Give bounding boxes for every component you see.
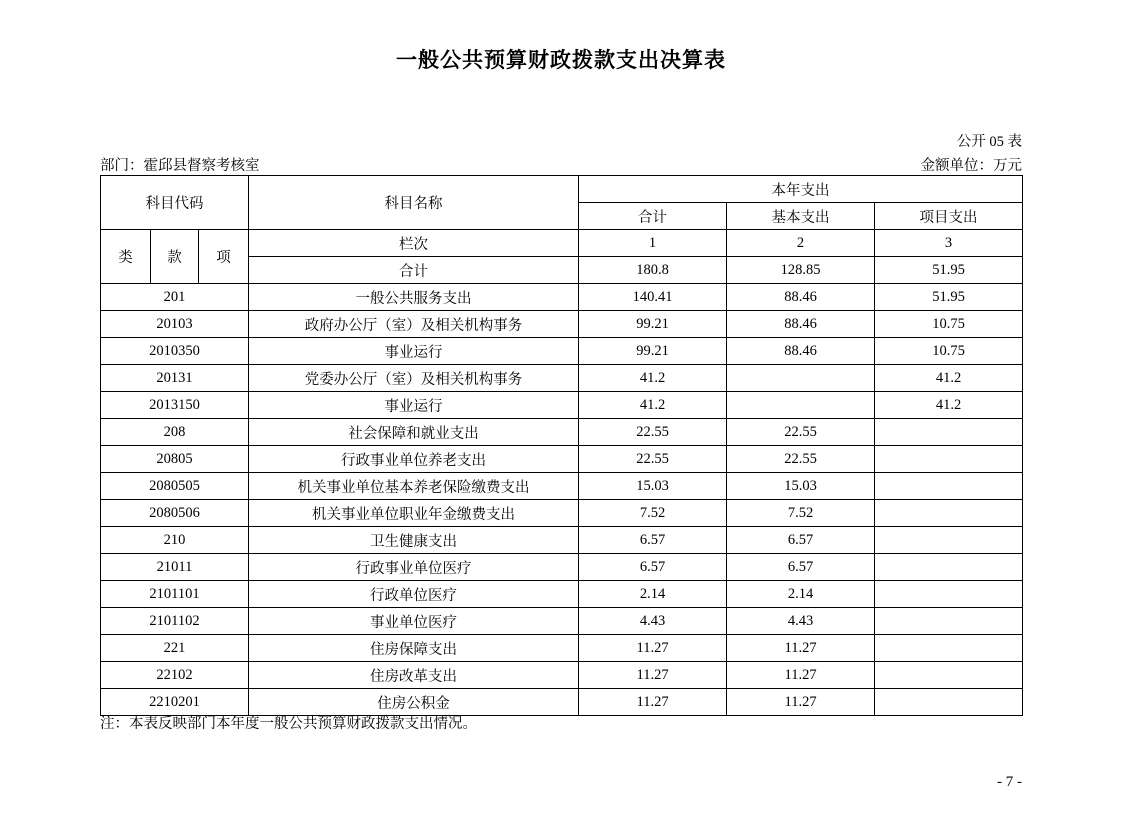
department-label: 部门：霍邱县督察考核室 [100,158,260,174]
row-name: 事业单位医疗 [249,608,579,635]
row-project [875,554,1023,581]
row-basic: 11.27 [727,635,875,662]
row-basic: 88.46 [727,284,875,311]
sheet-code-label: 公开 05 表 [956,134,1022,150]
row-total: 140.41 [579,284,727,311]
sum-total: 180.8 [579,257,727,284]
row-code: 2010350 [101,338,249,365]
sum-label: 合计 [249,257,579,284]
table-row [101,635,1023,662]
row-total: 11.27 [579,635,727,662]
header-column-label: 栏次 [249,230,579,257]
row-basic [727,392,875,419]
row-name: 机关事业单位职业年金缴费支出 [249,500,579,527]
table-row [101,419,1023,446]
row-code: 20131 [101,365,249,392]
row-basic: 6.57 [727,554,875,581]
row-project [875,473,1023,500]
row-name: 事业运行 [249,338,579,365]
table-row [101,662,1023,689]
row-name: 住房改革支出 [249,662,579,689]
row-name: 行政事业单位养老支出 [249,446,579,473]
sum-basic: 128.85 [727,257,875,284]
budget-table-wrap [100,175,1022,716]
row-code: 2101102 [101,608,249,635]
row-code: 20103 [101,311,249,338]
header-kuan: 款 [151,230,199,284]
budget-table [100,175,1023,716]
row-basic: 11.27 [727,662,875,689]
header-xiang: 项 [199,230,249,284]
table-row [101,500,1023,527]
row-project: 41.2 [875,392,1023,419]
row-name: 住房公积金 [249,689,579,716]
row-basic [727,365,875,392]
row-total: 41.2 [579,392,727,419]
row-basic: 22.55 [727,446,875,473]
row-name: 卫生健康支出 [249,527,579,554]
table-row [101,392,1023,419]
row-code: 21011 [101,554,249,581]
table-row [101,554,1023,581]
row-code: 210 [101,527,249,554]
header-subject-name: 科目名称 [249,176,579,230]
page-number: - 7 - [997,774,1022,790]
row-basic: 15.03 [727,473,875,500]
header-total: 合计 [579,203,727,230]
table-row [101,284,1023,311]
table-header-row-1 [101,176,1023,203]
header-lei: 类 [101,230,151,284]
row-code: 221 [101,635,249,662]
row-project [875,419,1023,446]
row-name: 行政单位医疗 [249,581,579,608]
row-total: 7.52 [579,500,727,527]
row-name: 机关事业单位基本养老保险缴费支出 [249,473,579,500]
row-project [875,581,1023,608]
row-project [875,662,1023,689]
row-total: 99.21 [579,338,727,365]
row-total: 6.57 [579,554,727,581]
row-code: 2080505 [101,473,249,500]
row-total: 22.55 [579,446,727,473]
table-row [101,608,1023,635]
row-name: 住房保障支出 [249,635,579,662]
meta-row [100,154,1022,175]
row-project [875,500,1023,527]
header-col-2: 2 [727,230,875,257]
row-code: 2101101 [101,581,249,608]
row-total: 4.43 [579,608,727,635]
table-row [101,446,1023,473]
row-project [875,527,1023,554]
sum-project: 51.95 [875,257,1023,284]
row-total: 2.14 [579,581,727,608]
row-total: 22.55 [579,419,727,446]
row-code: 201 [101,284,249,311]
row-code: 2080506 [101,500,249,527]
row-name: 政府办公厅（室）及相关机构事务 [249,311,579,338]
row-basic: 2.14 [727,581,875,608]
row-code: 208 [101,419,249,446]
table-note: 注：本表反映部门本年度一般公共预算财政拨款支出情况。 [100,716,477,732]
row-project [875,608,1023,635]
row-total: 99.21 [579,311,727,338]
row-project: 51.95 [875,284,1023,311]
row-name: 社会保障和就业支出 [249,419,579,446]
row-project: 41.2 [875,365,1023,392]
row-name: 行政事业单位医疗 [249,554,579,581]
amount-unit-label: 金额单位：万元 [920,158,1022,174]
table-row [101,473,1023,500]
header-code-group: 科目代码 [101,176,249,230]
row-project [875,635,1023,662]
header-col-3: 3 [875,230,1023,257]
table-row [101,527,1023,554]
header-col-1: 1 [579,230,727,257]
table-header-row-3 [101,230,1023,257]
header-basic: 基本支出 [727,203,875,230]
row-basic: 6.57 [727,527,875,554]
row-name: 党委办公厅（室）及相关机构事务 [249,365,579,392]
row-total: 11.27 [579,689,727,716]
header-project: 项目支出 [875,203,1023,230]
page-title: 一般公共预算财政拨款支出决算表 [396,48,726,72]
header-year-expense: 本年支出 [579,176,1023,203]
row-code: 22102 [101,662,249,689]
table-row [101,338,1023,365]
row-name: 一般公共服务支出 [249,284,579,311]
table-row [101,581,1023,608]
row-code: 20805 [101,446,249,473]
row-project: 10.75 [875,311,1023,338]
row-basic: 11.27 [727,689,875,716]
row-project: 10.75 [875,338,1023,365]
table-row [101,365,1023,392]
row-basic: 4.43 [727,608,875,635]
row-project [875,446,1023,473]
row-total: 6.57 [579,527,727,554]
row-total: 15.03 [579,473,727,500]
row-total: 41.2 [579,365,727,392]
row-code: 2210201 [101,689,249,716]
row-total: 11.27 [579,662,727,689]
row-basic: 88.46 [727,338,875,365]
row-project [875,689,1023,716]
row-basic: 22.55 [727,419,875,446]
row-name: 事业运行 [249,392,579,419]
row-basic: 7.52 [727,500,875,527]
row-code: 2013150 [101,392,249,419]
document-page [0,44,1122,837]
table-row [101,311,1023,338]
row-basic: 88.46 [727,311,875,338]
